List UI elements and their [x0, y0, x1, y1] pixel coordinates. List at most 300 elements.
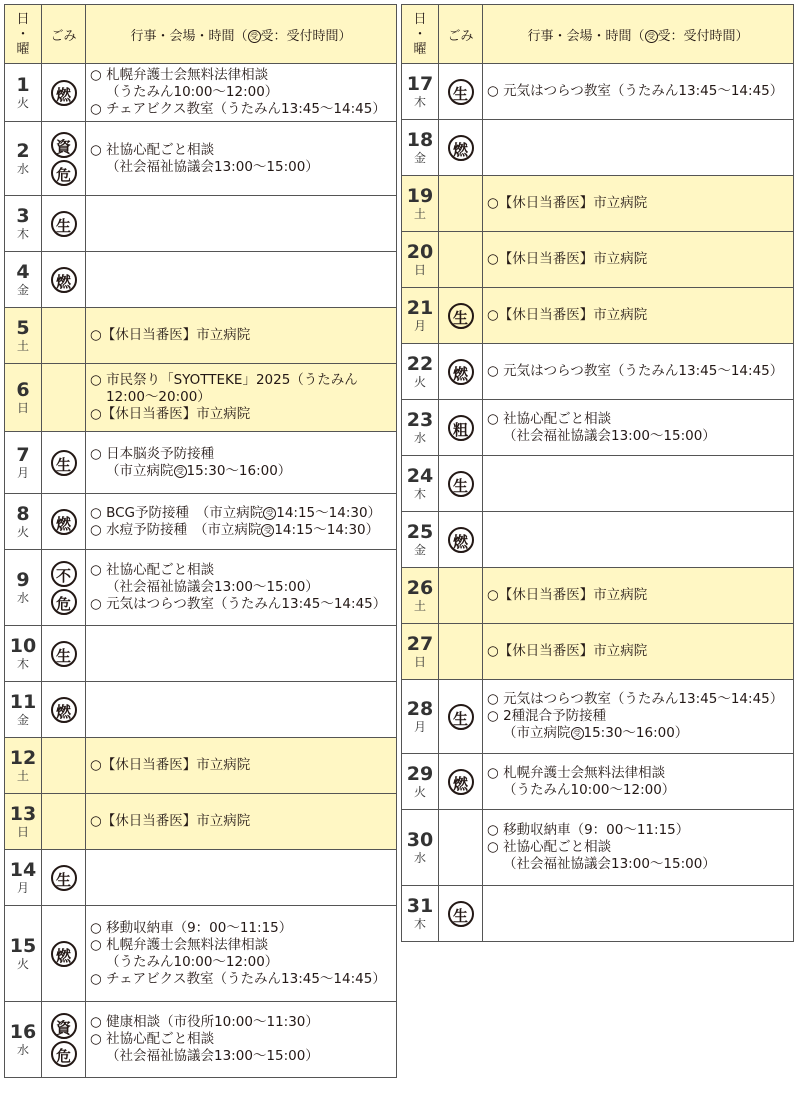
header-row [402, 5, 794, 64]
garbage-cell [439, 680, 483, 754]
weekday-label: 日 [413, 655, 426, 669]
event-line [90, 67, 394, 84]
event-text: ○ 元気はつらつ教室（うたみん13:45～14:45） [487, 363, 784, 379]
event-text: （うたみん10:00～12:00） [503, 781, 676, 798]
garbage-cell [42, 850, 86, 906]
day-row [5, 738, 397, 794]
weekday-label: 火 [16, 96, 29, 110]
event-text: ○ 水痘予防接種 （市立病院 [90, 521, 262, 538]
garbage-cell [439, 232, 483, 288]
weekday-label: 土 [413, 207, 426, 221]
events-cell [483, 512, 794, 568]
event-text: ○【休日当番医】市立病院 [487, 195, 648, 211]
garbage-type-icon: 燃 [51, 80, 77, 106]
event-text: 14:15～14:30） [276, 504, 382, 521]
event-line [487, 251, 791, 268]
day-number: 13 [9, 803, 37, 825]
event-text: 12:00～20:00） [106, 389, 211, 405]
event-text: （市立病院 [503, 725, 571, 741]
events-cell [483, 568, 794, 624]
event-line [90, 937, 394, 954]
event-line [90, 1048, 394, 1065]
day-number: 31 [406, 895, 434, 917]
day-row [402, 754, 794, 810]
event-line [487, 307, 791, 324]
garbage-type-icon: 粗 [448, 415, 474, 441]
weekday-label: 土 [16, 339, 29, 353]
day-cell [402, 886, 439, 942]
event-line [90, 84, 394, 101]
day-row [402, 886, 794, 942]
garbage-cell [42, 794, 86, 850]
garbage-type-icon: 燃 [448, 359, 474, 385]
garbage-cell [42, 64, 86, 122]
event-line [487, 765, 791, 782]
garbage-cell [42, 906, 86, 1002]
event-text: （社会福祉協議会13:00～15:00） [503, 856, 716, 872]
event-text: （うたみん10:00～12:00） [106, 953, 279, 970]
garbage-cell [42, 494, 86, 550]
garbage-type-icon: 資 [51, 1013, 77, 1039]
day-row [5, 196, 397, 252]
garbage-type-icon: 生 [51, 211, 77, 237]
weekday-label: 月 [413, 319, 426, 333]
garbage-type-icon: 燃 [51, 509, 77, 535]
day-cell [5, 850, 42, 906]
event-text: ○ BCG予防接種 （市立病院 [90, 504, 264, 521]
event-line [90, 505, 394, 522]
header-day-weekday: 日 ・ 曜 [5, 5, 42, 64]
day-number: 9 [16, 569, 30, 591]
day-cell [5, 64, 42, 122]
day-row [5, 682, 397, 738]
event-text: （社会福祉協議会13:00～15:00） [503, 427, 716, 444]
day-number: 19 [406, 185, 434, 207]
garbage-cell [42, 1002, 86, 1078]
garbage-type-icon: 生 [448, 303, 474, 329]
event-line [90, 920, 394, 937]
weekday-label: 火 [413, 785, 426, 799]
uke-mark-icon: 受 [645, 30, 658, 43]
weekday-label: 日 [413, 263, 426, 277]
event-text: ○ チェアビクス教室（うたみん13:45～14:45） [90, 101, 386, 117]
garbage-type-icon: 生 [448, 901, 474, 927]
weekday-label: 水 [413, 851, 426, 865]
day-cell [402, 568, 439, 624]
events-cell [483, 176, 794, 232]
garbage-cell [439, 512, 483, 568]
day-number: 26 [406, 577, 434, 599]
garbage-cell [42, 432, 86, 494]
events-cell [483, 64, 794, 120]
event-text: ○ 社協心配ごと相談 [487, 410, 612, 427]
day-number: 18 [406, 129, 434, 151]
events-cell [86, 682, 397, 738]
day-row [5, 550, 397, 626]
garbage-type-icon: 生 [51, 641, 77, 667]
day-number: 10 [9, 635, 37, 657]
day-row [5, 432, 397, 494]
events-cell [483, 400, 794, 456]
weekday-label: 木 [16, 657, 29, 671]
garbage-cell [42, 252, 86, 308]
events-cell [86, 850, 397, 906]
header-row [5, 5, 397, 64]
event-line [90, 389, 394, 406]
day-number: 22 [406, 353, 434, 375]
event-line [487, 411, 791, 428]
events-cell [483, 624, 794, 680]
events-cell [483, 810, 794, 886]
day-number: 4 [16, 261, 30, 283]
garbage-cell [42, 122, 86, 196]
events-cell [483, 456, 794, 512]
events-cell [483, 754, 794, 810]
garbage-cell [42, 364, 86, 432]
weekday-label: 水 [16, 162, 29, 176]
day-cell [5, 738, 42, 794]
header-gomi: ごみ [439, 5, 483, 64]
day-cell [402, 754, 439, 810]
garbage-type-icon: 生 [448, 704, 474, 730]
event-line [90, 596, 394, 613]
event-text: ○ 社協心配ごと相談 [90, 562, 215, 578]
day-cell [5, 432, 42, 494]
garbage-type-icon: 生 [51, 450, 77, 476]
day-cell [5, 494, 42, 550]
day-row [5, 364, 397, 432]
event-text: ○ 札幌弁護士会無料法律相談 [90, 67, 269, 83]
day-number: 6 [16, 379, 30, 401]
event-text: ○ 市民祭り「SYOTTEKE」2025（うたみん [90, 372, 358, 388]
garbage-cell [42, 682, 86, 738]
event-line [90, 813, 394, 830]
event-text: ○ 日本脳炎予防接種 [90, 445, 215, 462]
day-number: 14 [9, 859, 37, 881]
events-cell [86, 494, 397, 550]
event-text: （社会福祉協議会13:00～15:00） [106, 158, 319, 175]
garbage-cell [439, 810, 483, 886]
day-number: 2 [16, 140, 30, 162]
event-text: ○ 移動収納車（9：00～11:15） [90, 919, 293, 936]
garbage-cell [42, 626, 86, 682]
event-line [90, 1014, 394, 1031]
event-text: ○【休日当番医】市立病院 [90, 757, 251, 773]
day-cell [5, 626, 42, 682]
event-line [487, 708, 791, 725]
header-gomi: ごみ [42, 5, 86, 64]
events-cell [86, 432, 397, 494]
weekday-label: 水 [413, 431, 426, 445]
garbage-cell [439, 400, 483, 456]
weekday-label: 水 [16, 1043, 29, 1057]
day-row [402, 344, 794, 400]
weekday-label: 木 [413, 95, 426, 109]
day-row [402, 624, 794, 680]
event-text: ○ 健康相談（市役所10:00～11:30） [90, 1014, 319, 1030]
garbage-type-icon: 生 [448, 471, 474, 497]
day-row [402, 232, 794, 288]
garbage-type-icon: 燃 [51, 267, 77, 293]
event-line [487, 428, 791, 445]
day-cell [402, 512, 439, 568]
garbage-cell [439, 754, 483, 810]
day-cell [5, 550, 42, 626]
garbage-cell [439, 568, 483, 624]
day-row [402, 680, 794, 754]
event-line [487, 643, 791, 660]
event-text: ○【休日当番医】市立病院 [90, 813, 251, 829]
day-row [5, 906, 397, 1002]
events-cell [86, 64, 397, 122]
event-text: （社会福祉協議会13:00～15:00） [106, 1048, 319, 1064]
day-number: 7 [16, 444, 30, 466]
event-line [90, 446, 394, 463]
day-cell [5, 308, 42, 364]
garbage-cell [439, 288, 483, 344]
uke-mark-icon: 受 [248, 30, 261, 43]
event-text: （うたみん10:00～12:00） [106, 84, 279, 100]
event-line [487, 363, 791, 380]
header-events: 行事・会場・時間（ 受 受：受付時間） [483, 5, 794, 64]
garbage-cell [439, 176, 483, 232]
event-line [90, 971, 394, 988]
weekday-label: 水 [16, 591, 29, 605]
garbage-type-icon: 燃 [448, 527, 474, 553]
event-line [487, 839, 791, 856]
events-cell [86, 1002, 397, 1078]
uke-mark-icon: 受 [174, 465, 187, 478]
events-cell [483, 232, 794, 288]
day-cell [402, 456, 439, 512]
event-line [90, 327, 394, 344]
event-text: ○ 札幌弁護士会無料法律相談 [90, 936, 269, 953]
day-number: 23 [406, 409, 434, 431]
garbage-cell [439, 624, 483, 680]
garbage-cell [42, 196, 86, 252]
header-events: 行事・会場・時間（ 受 受：受付時間） [86, 5, 397, 64]
garbage-cell [439, 456, 483, 512]
event-text: ○ 社協心配ごと相談 [90, 141, 215, 158]
day-cell [5, 1002, 42, 1078]
day-number: 3 [16, 205, 30, 227]
day-row [5, 64, 397, 122]
weekday-label: 月 [413, 720, 426, 734]
events-cell [86, 550, 397, 626]
day-row [402, 64, 794, 120]
day-number: 29 [406, 763, 434, 785]
garbage-type-icon: 燃 [51, 941, 77, 967]
event-line [90, 1031, 394, 1048]
garbage-type-icon: 不 [51, 561, 77, 587]
event-text: ○ 社協心配ごと相談 [487, 839, 612, 855]
day-number: 8 [16, 503, 30, 525]
garbage-type-icon: 危 [51, 1041, 77, 1067]
day-number: 1 [16, 74, 30, 96]
garbage-type-icon: 資 [51, 132, 77, 158]
day-row [402, 568, 794, 624]
event-line [487, 782, 791, 799]
day-number: 30 [406, 829, 434, 851]
day-number: 21 [406, 297, 434, 319]
event-text: 15:30～16:00） [583, 725, 689, 741]
event-line [90, 757, 394, 774]
day-cell [5, 122, 42, 196]
events-cell [86, 738, 397, 794]
weekday-label: 日 [16, 401, 29, 415]
uke-mark-icon: 受 [571, 727, 584, 740]
event-line [90, 463, 394, 480]
events-cell [86, 122, 397, 196]
event-line [90, 159, 394, 176]
day-number: 15 [9, 935, 37, 957]
events-cell [86, 626, 397, 682]
event-line [90, 372, 394, 389]
events-cell [86, 196, 397, 252]
day-row [402, 810, 794, 886]
event-text: ○ 元気はつらつ教室（うたみん13:45～14:45） [487, 691, 784, 707]
day-cell [402, 810, 439, 886]
day-row [5, 1002, 397, 1078]
garbage-cell [42, 308, 86, 364]
day-number: 16 [9, 1021, 37, 1043]
day-row [5, 122, 397, 196]
day-number: 27 [406, 633, 434, 655]
garbage-type-icon: 燃 [448, 135, 474, 161]
day-number: 17 [406, 73, 434, 95]
weekday-label: 木 [413, 917, 426, 931]
day-row [5, 252, 397, 308]
weekday-label: 金 [413, 543, 426, 557]
events-cell [483, 680, 794, 754]
day-number: 5 [16, 317, 30, 339]
garbage-cell [42, 738, 86, 794]
day-cell [5, 794, 42, 850]
day-cell [402, 64, 439, 120]
calendar-right-column [401, 4, 794, 942]
day-number: 24 [406, 465, 434, 487]
day-number: 25 [406, 521, 434, 543]
day-row [402, 456, 794, 512]
day-row [5, 626, 397, 682]
day-cell [402, 400, 439, 456]
day-row [402, 512, 794, 568]
garbage-cell [439, 886, 483, 942]
event-line [90, 101, 394, 118]
events-cell [86, 794, 397, 850]
day-number: 12 [9, 747, 37, 769]
event-text: ○ 社協心配ごと相談 [90, 1031, 215, 1047]
event-text: ○【休日当番医】市立病院 [487, 643, 648, 659]
day-cell [5, 906, 42, 1002]
day-row [5, 794, 397, 850]
event-line [487, 587, 791, 604]
day-cell [402, 288, 439, 344]
garbage-cell [439, 344, 483, 400]
event-line [487, 725, 791, 742]
event-text: （市立病院 [106, 462, 174, 479]
event-line [90, 522, 394, 539]
events-cell [86, 308, 397, 364]
events-cell [483, 344, 794, 400]
weekday-label: 木 [16, 227, 29, 241]
garbage-type-icon: 危 [51, 160, 77, 186]
event-line [90, 142, 394, 159]
event-text: ○【休日当番医】市立病院 [90, 327, 251, 343]
events-cell [86, 906, 397, 1002]
day-cell [402, 176, 439, 232]
garbage-type-icon: 燃 [51, 697, 77, 723]
day-row [402, 400, 794, 456]
day-row [5, 494, 397, 550]
weekday-label: 木 [413, 487, 426, 501]
day-cell [402, 120, 439, 176]
event-line [487, 856, 791, 873]
events-cell [483, 288, 794, 344]
day-cell [402, 680, 439, 754]
weekday-label: 火 [413, 375, 426, 389]
day-cell [402, 344, 439, 400]
garbage-cell [439, 64, 483, 120]
event-text: ○ 元気はつらつ教室（うたみん13:45～14:45） [90, 596, 387, 612]
day-row [402, 120, 794, 176]
day-cell [5, 364, 42, 432]
weekday-label: 金 [16, 283, 29, 297]
day-row [402, 176, 794, 232]
event-text: ○ 移動収納車（9：00～11:15） [487, 822, 690, 838]
calendar-left-column [4, 4, 397, 1078]
events-cell [483, 120, 794, 176]
event-line [90, 579, 394, 596]
event-text: ○ 札幌弁護士会無料法律相談 [487, 764, 666, 781]
day-cell [402, 232, 439, 288]
day-row [402, 288, 794, 344]
day-cell [5, 196, 42, 252]
event-line [487, 691, 791, 708]
weekday-label: 土 [413, 599, 426, 613]
garbage-type-icon: 危 [51, 589, 77, 615]
weekday-label: 金 [16, 713, 29, 727]
event-text: ○【休日当番医】市立病院 [487, 307, 648, 323]
uke-mark-icon: 受 [263, 507, 276, 520]
uke-mark-icon: 受 [261, 524, 274, 537]
day-number: 20 [406, 241, 434, 263]
weekday-label: 火 [16, 525, 29, 539]
event-text: ○ チェアビクス教室（うたみん13:45～14:45） [90, 970, 386, 987]
garbage-cell [42, 550, 86, 626]
weekday-label: 日 [16, 825, 29, 839]
weekday-label: 金 [413, 151, 426, 165]
garbage-cell [439, 120, 483, 176]
header-day-weekday: 日 ・ 曜 [402, 5, 439, 64]
events-cell [483, 886, 794, 942]
event-text: ○ 2種混合予防接種 [487, 708, 607, 724]
event-line [90, 406, 394, 423]
event-text: （社会福祉協議会13:00～15:00） [106, 579, 319, 595]
garbage-type-icon: 燃 [448, 769, 474, 795]
garbage-type-icon: 生 [448, 79, 474, 105]
events-cell [86, 252, 397, 308]
weekday-label: 火 [16, 957, 29, 971]
event-line [90, 954, 394, 971]
events-cell [86, 364, 397, 432]
day-cell [5, 682, 42, 738]
event-line [487, 195, 791, 212]
weekday-label: 土 [16, 769, 29, 783]
event-text: ○【休日当番医】市立病院 [487, 587, 648, 603]
day-number: 28 [406, 698, 434, 720]
day-row [5, 850, 397, 906]
